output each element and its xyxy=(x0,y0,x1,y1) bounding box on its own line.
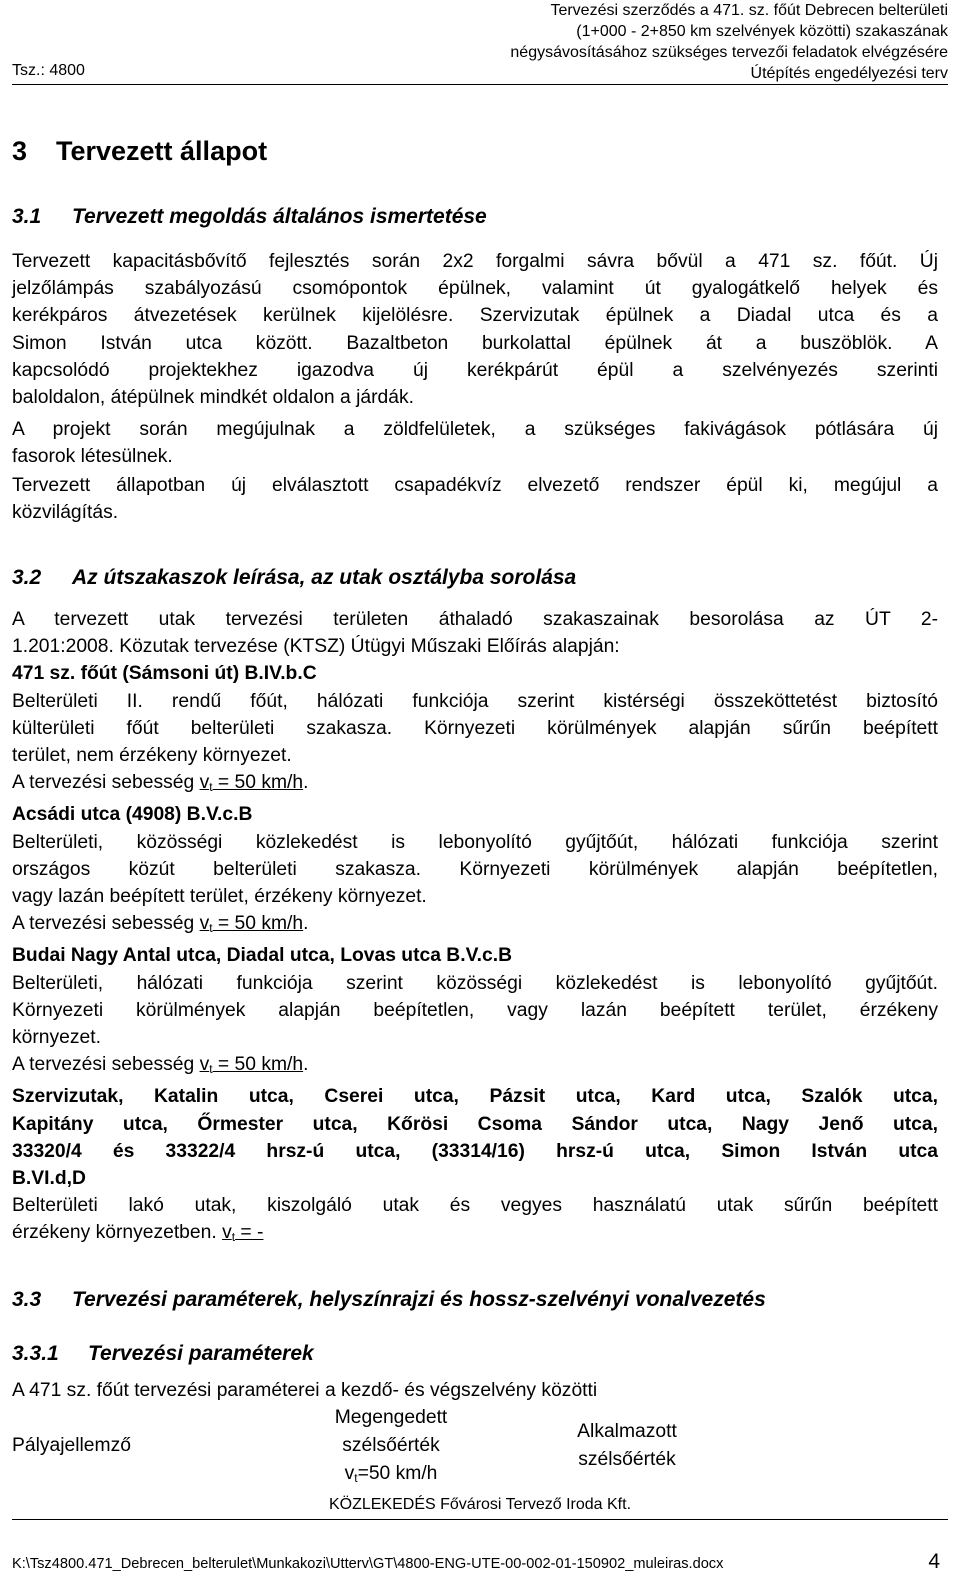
footer-divider xyxy=(12,1519,948,1520)
header-line: (1+000 - 2+850 km szelvények közötti) szakaszának xyxy=(576,23,948,40)
speed-end: . xyxy=(303,913,309,935)
section-number: 3 xyxy=(12,136,28,166)
section-heading-3 xyxy=(12,136,267,167)
speed-subscript: t xyxy=(231,1230,236,1245)
road-title: B.VI.d,D xyxy=(12,1168,86,1190)
section-number: 3.2 xyxy=(12,566,42,589)
text-line: Belterületi II. rendű főút, hálózati funkciója szerint kistérségi összeköttetést biztosító xyxy=(12,690,938,712)
speed-subscript: t xyxy=(209,780,213,795)
text-line: A tervezett utak tervezési területen áthaladó szakaszainak besorolása az ÚT 2- xyxy=(12,609,938,630)
section-number: 3.1 xyxy=(12,205,42,228)
speed-end: . xyxy=(303,772,309,794)
speed-value xyxy=(200,913,304,934)
header-line: Tervezési szerződés a 471. sz. főút Debrecen belterületi xyxy=(550,2,948,19)
speed-number: = 50 km/h xyxy=(212,913,304,935)
speed-label: A tervezési sebesség xyxy=(12,772,200,794)
speed-symbol: v xyxy=(199,772,210,794)
text-line: közvilágítás. xyxy=(12,502,119,524)
speed-label: A tervezési sebesség xyxy=(12,1054,200,1076)
paragraph-drainage xyxy=(12,472,938,526)
text-line: Belterületi, hálózati funkciója szerint közösségi közlekedést is lebonyolító gyűjtőút. xyxy=(12,972,938,994)
header-text: szélsőérték xyxy=(578,1449,676,1470)
speed-subscript: t xyxy=(354,1471,358,1485)
design-speed-line xyxy=(12,910,938,942)
header-divider xyxy=(12,84,948,85)
text-line: Belterületi, közösségi közlekedést is lebonyolító gyűjtőút, hálózati funkciója szerint xyxy=(12,831,938,853)
road-title: 33320/4 és 33322/4 hrsz-ú utca, (33314/16) hrsz-ú utca, Simon István utca xyxy=(12,1140,938,1162)
speed-label: A tervezési sebesség xyxy=(12,913,200,935)
header-text: Megengedett xyxy=(334,1407,448,1428)
text-line: Tervezett kapacitásbővítő fejlesztés során 2x2 forgalmi sávra bővül a 471 sz. főút. Új xyxy=(12,251,938,272)
road-title: Kapitány utca, Őrmester utca, Kőrösi Csoma Sándor utca, Nagy Jenő utca, xyxy=(12,1113,938,1135)
text-line: kerékpáros átvezetések kerülnek kijelölésre. Szervizutak épülnek a Diadal utca és a xyxy=(12,305,938,327)
text-line: Simon István utca között. Bazaltbeton burkolattal épülnek át a buszöblök. A xyxy=(12,332,938,354)
speed-symbol: v xyxy=(222,1222,232,1244)
speed-subscript: t xyxy=(209,921,213,936)
speed-number: =50 km/h xyxy=(357,1463,438,1484)
design-speed-line xyxy=(12,1051,938,1083)
paragraph-parameters-intro xyxy=(12,1377,938,1404)
section-heading-3-1 xyxy=(12,205,487,229)
paragraph-classification xyxy=(12,606,938,1252)
parameters-table-header xyxy=(12,1404,938,1488)
header-line: négysávosításához szükséges tervezői feladatok elvégzésére xyxy=(510,44,948,61)
text-line: A projekt során megújulnak a zöldfelületek, a szükséges fakivágások pótlására új xyxy=(12,419,938,440)
text-line: környezet. xyxy=(12,1027,101,1049)
speed-number: = 50 km/h xyxy=(212,1054,304,1076)
column-header-permitted-limit xyxy=(316,1404,466,1492)
speed-end: . xyxy=(303,1054,309,1076)
header-text: szélsőérték xyxy=(342,1435,440,1456)
header-title xyxy=(510,0,948,84)
section-number: 3.3 xyxy=(12,1288,42,1311)
design-speed-line xyxy=(12,769,938,801)
section-title: Tervezett megoldás általános ismertetése xyxy=(72,205,487,228)
paragraph-general-description xyxy=(12,248,938,411)
header-speed xyxy=(316,1460,466,1492)
road-title: Budai Nagy Antal utca, Diadal utca, Lovas utca B.V.c.B xyxy=(12,945,513,967)
road-title: 471 sz. főút (Sámsoni út) B.IV.b.C xyxy=(12,663,317,685)
text-line: 1.201:2008. Közutak tervezése (KTSZ) Útügyi Műszaki Előírás alapján: xyxy=(12,636,620,658)
speed-number: = - xyxy=(235,1222,264,1244)
speed-label: érzékeny környezetben. xyxy=(12,1222,223,1244)
text-line: vagy lazán beépített terület, érzékeny környezet. xyxy=(12,886,427,908)
speed-value xyxy=(222,1222,263,1243)
column-header-characteristic: Pályajellemző xyxy=(12,1435,131,1456)
speed-subscript: t xyxy=(209,1062,213,1077)
text-line: Környezeti körülmények alapján beépítetlen, vagy lazán beépített terület, érzékeny xyxy=(12,999,938,1021)
header-line: Útépítés engedélyezési terv xyxy=(750,65,948,82)
column-header-applied-limit xyxy=(552,1418,702,1474)
section-title: Az útszakaszok leírása, az utak osztályba sorolása xyxy=(72,566,577,589)
section-title: Tervezett állapot xyxy=(56,136,268,166)
text-line: külterületi főút belterületi szakasza. Környezeti körülmények alapján sűrűn beépített xyxy=(12,717,938,739)
section-number: 3.3.1 xyxy=(12,1342,59,1365)
text-line: kapcsolódó projektekhez igazodva új kerékpárút épül a szelvényezés szerinti xyxy=(12,359,938,381)
section-heading-3-3-1 xyxy=(12,1342,314,1366)
design-speed-line xyxy=(12,1219,938,1251)
text-line: országos közút belterületi szakasza. Környezeti körülmények alapján beépítetlen, xyxy=(12,858,938,880)
text-line: jelzőlámpás szabályozású csomópontok épülnek, valamint út gyalogátkelő helyek és xyxy=(12,278,938,300)
section-heading-3-2 xyxy=(12,566,576,590)
speed-symbol: v xyxy=(199,1054,210,1076)
section-title: Tervezési paraméterek, helyszínrajzi és hossz-szelvényi vonalvezetés xyxy=(72,1288,766,1311)
road-title: Szervizutak, Katalin utca, Cserei utca, Pázsit utca, Kard utca, Szalók utca, xyxy=(12,1086,938,1108)
section-title: Tervezési paraméterek xyxy=(88,1342,314,1365)
text-line: baloldalon, átépülnek mindkét oldalon a járdák. xyxy=(12,387,414,409)
speed-value xyxy=(200,772,304,793)
footer-company: KÖZLEKEDÉS Fővárosi Tervező Iroda Kft. xyxy=(328,1496,632,1513)
text-line: A 471 sz. főút tervezési paraméterei a kezdő- és végszelvény közötti xyxy=(12,1380,598,1401)
speed-symbol: v xyxy=(199,913,210,935)
project-number: Tsz.: 4800 xyxy=(12,62,85,79)
footer-file-path: K:\Tsz4800.471_Debrecen_belterulet\Munkakozi\Utterv\GT\4800-ENG-UTE-00-002-01-150902_muleiras.docx xyxy=(12,1556,724,1572)
speed-value xyxy=(200,1054,304,1075)
text-line: Belterületi lakó utak, kiszolgáló utak és vegyes használatú utak sűrűn beépített xyxy=(12,1195,938,1217)
road-title: Acsádi utca (4908) B.V.c.B xyxy=(12,804,253,826)
text-line: Tervezett állapotban új elválasztott csapadékvíz elvezető rendszer épül ki, megújul a xyxy=(12,475,938,496)
header-text: Alkalmazott xyxy=(577,1421,677,1442)
text-line: terület, nem érzékeny környezet. xyxy=(12,745,292,767)
speed-number: = 50 km/h xyxy=(212,772,304,794)
section-heading-3-3 xyxy=(12,1288,766,1312)
speed-symbol: v xyxy=(344,1463,355,1484)
page-number: 4 xyxy=(928,1550,940,1573)
text-line: fasorok létesülnek. xyxy=(12,446,173,468)
paragraph-green-areas xyxy=(12,416,938,470)
